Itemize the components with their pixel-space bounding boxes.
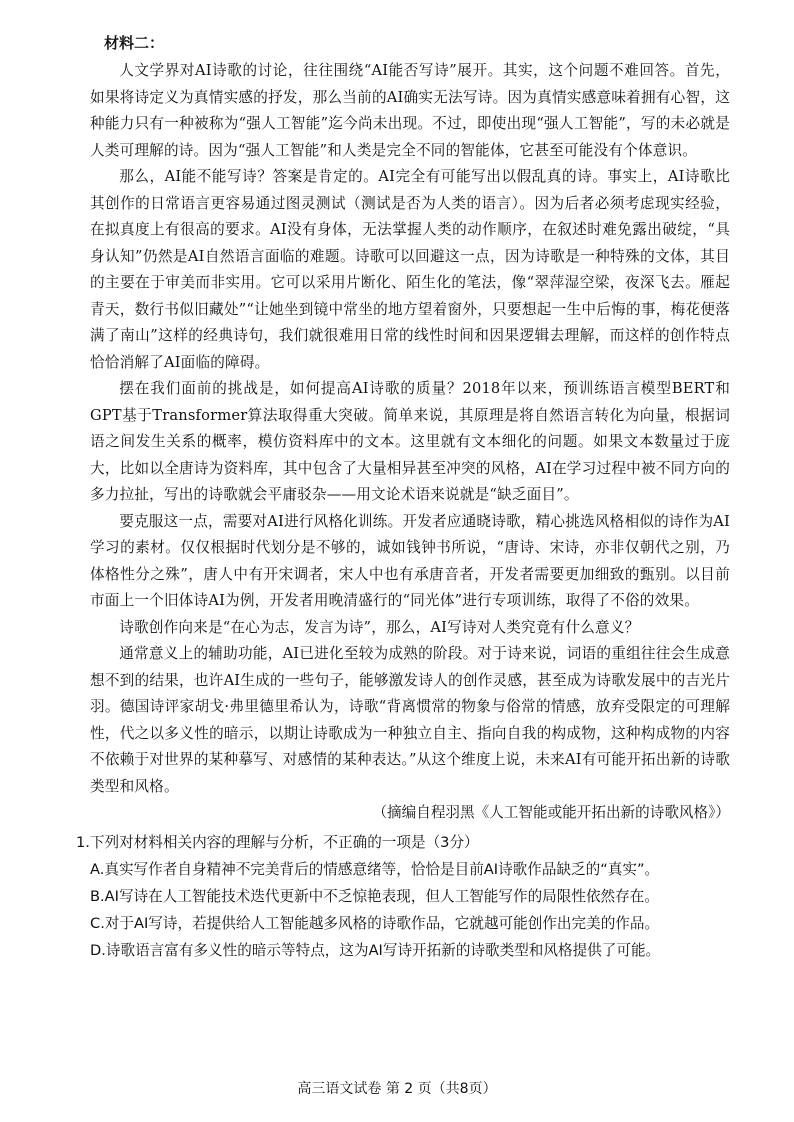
option-d: D.诗歌语言富有多义性的暗示等特点，这为AI写诗开拓新的诗歌类型和风格提供了可能。 bbox=[90, 941, 661, 959]
option-b: B.AI写诗在人工智能技术迭代更新中不乏惊艳表现，但人工智能写作的局限性依然存在。 bbox=[90, 887, 659, 905]
paragraph-5: 诗歌创作向来是“在心为志，发言为诗”，那么，AI写诗对人类究竟有什么意义？ bbox=[119, 618, 640, 636]
page-footer: 高三语文试卷 第 2 页（共8页） bbox=[297, 1081, 497, 1097]
paragraph-6: 通常意义上的辅助功能，AI已进化至较为成熟的阶段。对于诗来说，词语的重组往往会生成意想不到的结果，也许AI生成的一些句子，能够激发诗人的创作灵感，甚至成为诗歌发展中的吉光片羽。德国诗评家胡戈·弗里德里希认为，诗歌“背离惯常的物象与俗常的情感，放弃受限定的可理解性，代之以多义性的暗示，以期让诗歌成为一种独立自主、指向自我的构成物，这种构成物的内容不依赖于对世界的某种摹写、对感情的某种表达。”从这个维度上说，未来AI有可能开拓出新的诗歌类型和风格。 bbox=[90, 645, 730, 795]
question-stem: 1.下列对材料相关内容的理解与分析，不正确的一项是（3分） bbox=[76, 833, 479, 851]
option-a: A.真实写作者自身精神不完美背后的情感意绪等，恰恰是目前AI诗歌作品缺乏的“真实”。 bbox=[90, 860, 660, 878]
option-c: C.对于AI写诗，若提供给人工智能越多风格的诗歌作品，它就越可能创作出完美的作品。 bbox=[90, 914, 660, 932]
paragraph-2: 那么，AI能不能写诗？答案是肯定的。AI完全有可能写出以假乱真的诗。事实上，AI诗歌比其创作的日常语言更容易通过图灵测试（测试是否为人类的语言）。因为后者必须考虑现实经验，在拟真度上有很高的要求。AI没有身体，无法掌握人类的动作顺序，在叙述时难免露出破绽，“具身认知”仍然是AI自然语言面临的难题。诗歌可以回避这一点，因为诗歌是一种特殊的文体，其目的主要在于审美而非实用。它可以采用片断化、陌生化的笔法，像“翠萍湿空梁，夜深飞去。雁起青天，数行书似旧藏处”“让她坐到镜中常坐的地方望着窗外，只要想起一生中后悔的事，梅花便落满了南山”这样的经典诗句，我们就很难用日常的线性时间和因果逻辑去理解，而这样的创作特点恰恰消解了AI面临的障碍。 bbox=[90, 168, 730, 371]
paragraph-1: 人文学界对AI诗歌的讨论，往往围绕“AI能否写诗”展开。其实，这个问题不难回答。首先，如果将诗定义为真情实感的抒发，那么当前的AI确实无法写诗。因为真情实感意味着拥有心智，这种能力只有一种被称为“强人工智能”迄今尚未出现。不过，即使出现“强人工智能”，写的未必就是人类可理解的诗。因为“强人工智能”和人类是完全不同的智能体，它甚至可能没有个体意识。 bbox=[90, 62, 730, 159]
material-heading: 材料二： bbox=[104, 34, 165, 52]
paragraph-4: 要克服这一点，需要对AI进行风格化训练。开发者应通晓诗歌，精心挑选风格相似的诗作为AI学习的素材。仅仅根据时代划分是不够的，诚如钱钟书所说，“唐诗、宋诗，亦非仅朝代之别，乃体格性分之殊”，唐人中有开宋调者，宋人中也有承唐音者，开发者需要更加细致的甄别。以目前市面上一个旧体诗AI为例，开发者用晚清盛行的“同光体”进行专项训练，取得了不俗的效果。 bbox=[90, 512, 730, 609]
paragraph-3: 摆在我们面前的挑战是，如何提高AI诗歌的质量？2018年以来，预训练语言模型BERT和GPT基于Transformer算法取得重大突破。简单来说，其原理是将自然语言转化为向量，根据词语之间发生关系的概率，模仿资料库中的文本。这里就有文本细化的问题。如果文本数量过于庞大，比如以全唐诗为资料库，其中包含了大量相异甚至冲突的风格，AI在学习过程中被不同方向的多力拉扯，写出的诗歌就会平庸驳杂——用文论术语来说就是“缺乏面目”。 bbox=[90, 380, 730, 503]
answer-options bbox=[90, 856, 730, 964]
source-citation: （摘编自程羽黑《人工智能或能开拓出新的诗歌风格》） bbox=[372, 804, 730, 821]
